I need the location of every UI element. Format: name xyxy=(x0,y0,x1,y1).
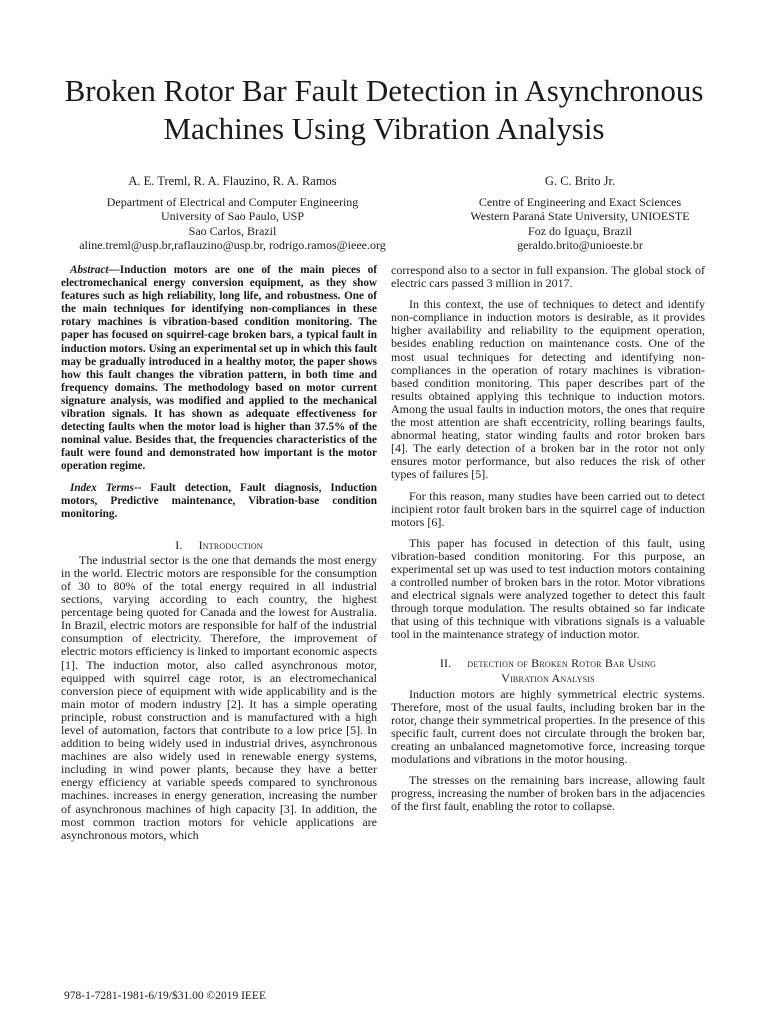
section-title-line-1: detection of Broken Rotor Bar Using xyxy=(467,655,657,670)
paper-title xyxy=(40,72,728,148)
title-line-1: Broken Rotor Bar Fault Detection in Asynchronous xyxy=(64,73,704,108)
paragraph: The industrial sector is the one that demands the most energy in the world. Electric motors are responsible for the consumption of 30 to 80% of the total energy required in all industrial sections, varying according to each country, the highest percentage being quoted for Canada and the lowest for Australia. In Brazil, electric motors are responsible for half of the industrial consumption of electricity. Therefore, the improvement of electric motors efficiency is linked to important economic aspects [1]. The induction motor, also called asynchronous motor, equipped with squirrel cage rotor, is an electromechanical conversion piece of equipment with wide applicability and is the main motor of modern industry [2]. It has a simple operating principle, robust construction and is manufactured with a high level of automation, factors that contribute to a low price [5]. In addition to being widely used in industrial drives, asynchronous machines are also widely used in renewable energy systems, including in wind power plants, because they have a better energy efficiency at variable speeds compared to synchronous machines. increases in energy generation, increasing the number of asynchronous machines of high capacity [3]. In addition, the most common traction motors for vehicle applications are asynchronous motors, which xyxy=(61,552,377,842)
copyright-footer: 978-1-7281-1981-6/19/$31.00 ©2019 IEEE xyxy=(64,990,266,1002)
paragraph: This paper has focused in detection of this fault, using vibration-based condition monitoring. For this purpose, an experimental set up was used to test induction motors containing a controlled number of broken bars in the rotor. Motor vibrations and electrical signals were analyzed together to detect this fault through torque modulation. The results obtained so far indicate that using of this technique with vibrations signals is a valuable tool in the maintenance strategy of induction motor. xyxy=(391,535,705,642)
abstract-text: —Induction motors are one of the main pieces of electromechanical energy conversion equipment, as they show features such as high reliability, long life, and robustness. One of the main techniques for identifying non-compliances in these rotary machines is vibration-based condition monitoring. The paper has focused on squirrel-cage broken bars, a typical fault in induction motors. Using an experimental set up in which this fault may be gradually introduced in a healthy motor, the paper shows how this fault changes the vibration pattern, in both time and frequency domains. The methodology based on motor current signature analysis, was modified and applied to the mechanical vibration signals. It has shown as adequate effectiveness for detecting faults when the motor load is higher than 37.5% of the nominal value. Besides that, the frequencies characteristics of the fault were found and demonstrated how important is the motor operation regime. xyxy=(61,264,377,473)
paragraph: Induction motors are highly symmetrical electric systems. Therefore, most of the usual faults, including broken bar in the rotor, change their symmetrical properties. In the presence of this specific fault, current does not circulate through the broken bar, creating an unbalanced magnetomotive force, increasing torque modulations and vibrations in the motor housing. xyxy=(391,686,705,766)
author-email: geraldo.brito@unioeste.br xyxy=(517,238,643,252)
paragraph: For this reason, many studies have been carried out to detect incipient rotor fault broken bars in the squirrel cage of induction motors [6]. xyxy=(391,488,705,529)
title-line-2: Machines Using Vibration Analysis xyxy=(163,111,605,146)
section-heading-introduction xyxy=(61,539,377,552)
author-university: University of Sao Paulo, USP xyxy=(160,209,304,223)
section-number: II. xyxy=(439,655,452,670)
column-right xyxy=(391,264,705,813)
paragraph: The stresses on the remaining bars increase, allowing fault progress, increasing the number of broken bars in the adjacencies of the first fault, enabling the rotor to collapse. xyxy=(391,773,705,814)
author-city: Foz do Iguaçu, Brazil xyxy=(528,223,632,238)
author-names: A. E. Treml, R. A. Flauzino, R. A. Ramos xyxy=(128,174,337,188)
paragraph-continued: correspond also to a sector in full expansion. The global stock of electric cars passed 3 million in 2017. xyxy=(391,263,705,291)
index-terms-label: Index Terms xyxy=(70,481,134,494)
author-names: G. C. Brito Jr. xyxy=(544,174,616,188)
column-left xyxy=(61,264,377,842)
section-title: Introduction xyxy=(198,537,263,552)
section-number: I. xyxy=(175,537,183,552)
index-terms-text: -- Fault detection, Fault diagnosis, Induction motors, Predictive maintenance, Vibration-base condition monitoring. xyxy=(61,481,377,520)
author-block-left xyxy=(45,174,420,253)
author-block-right xyxy=(420,174,740,253)
abstract-label: Abstract xyxy=(70,264,109,276)
author-department: Department of Electrical and Computer Engineering xyxy=(106,194,359,209)
section-heading-detection xyxy=(391,656,705,686)
author-email: aline.treml@usp.br,raflauzino@usp.br, rodrigo.ramos@ieee.org xyxy=(79,238,386,252)
author-city: Sao Carlos, Brazil xyxy=(188,223,277,238)
author-department: Centre of Engineering and Exact Sciences xyxy=(478,194,682,209)
author-university: Western Paraná State University, UNIOESTE xyxy=(470,209,690,223)
index-terms xyxy=(61,482,377,521)
paragraph: In this context, the use of techniques to detect and identify non-compliance in induction motors is desirable, as it provides higher availability and reliability to the equipment operation, besides enabling reduction on maintenance costs. One of the most usual techniques for detecting and identifying non-compliances in the operation of rotary machines is vibration-based condition monitoring. This paper describes part of the results obtained applying this technique to induction motors. Among the usual faults in induction motors, the ones that require the most attention are shaft eccentricity, rolling bearings faults, abnormal heating, stator winding faults and rotor broken bars [4]. The early detection of a broken bar in the rotor not only ensures motor performance, but also reduces the risk of other types of failures [5]. xyxy=(391,297,705,482)
abstract xyxy=(61,264,377,474)
section-title-line-2: Vibration Analysis xyxy=(501,670,595,685)
